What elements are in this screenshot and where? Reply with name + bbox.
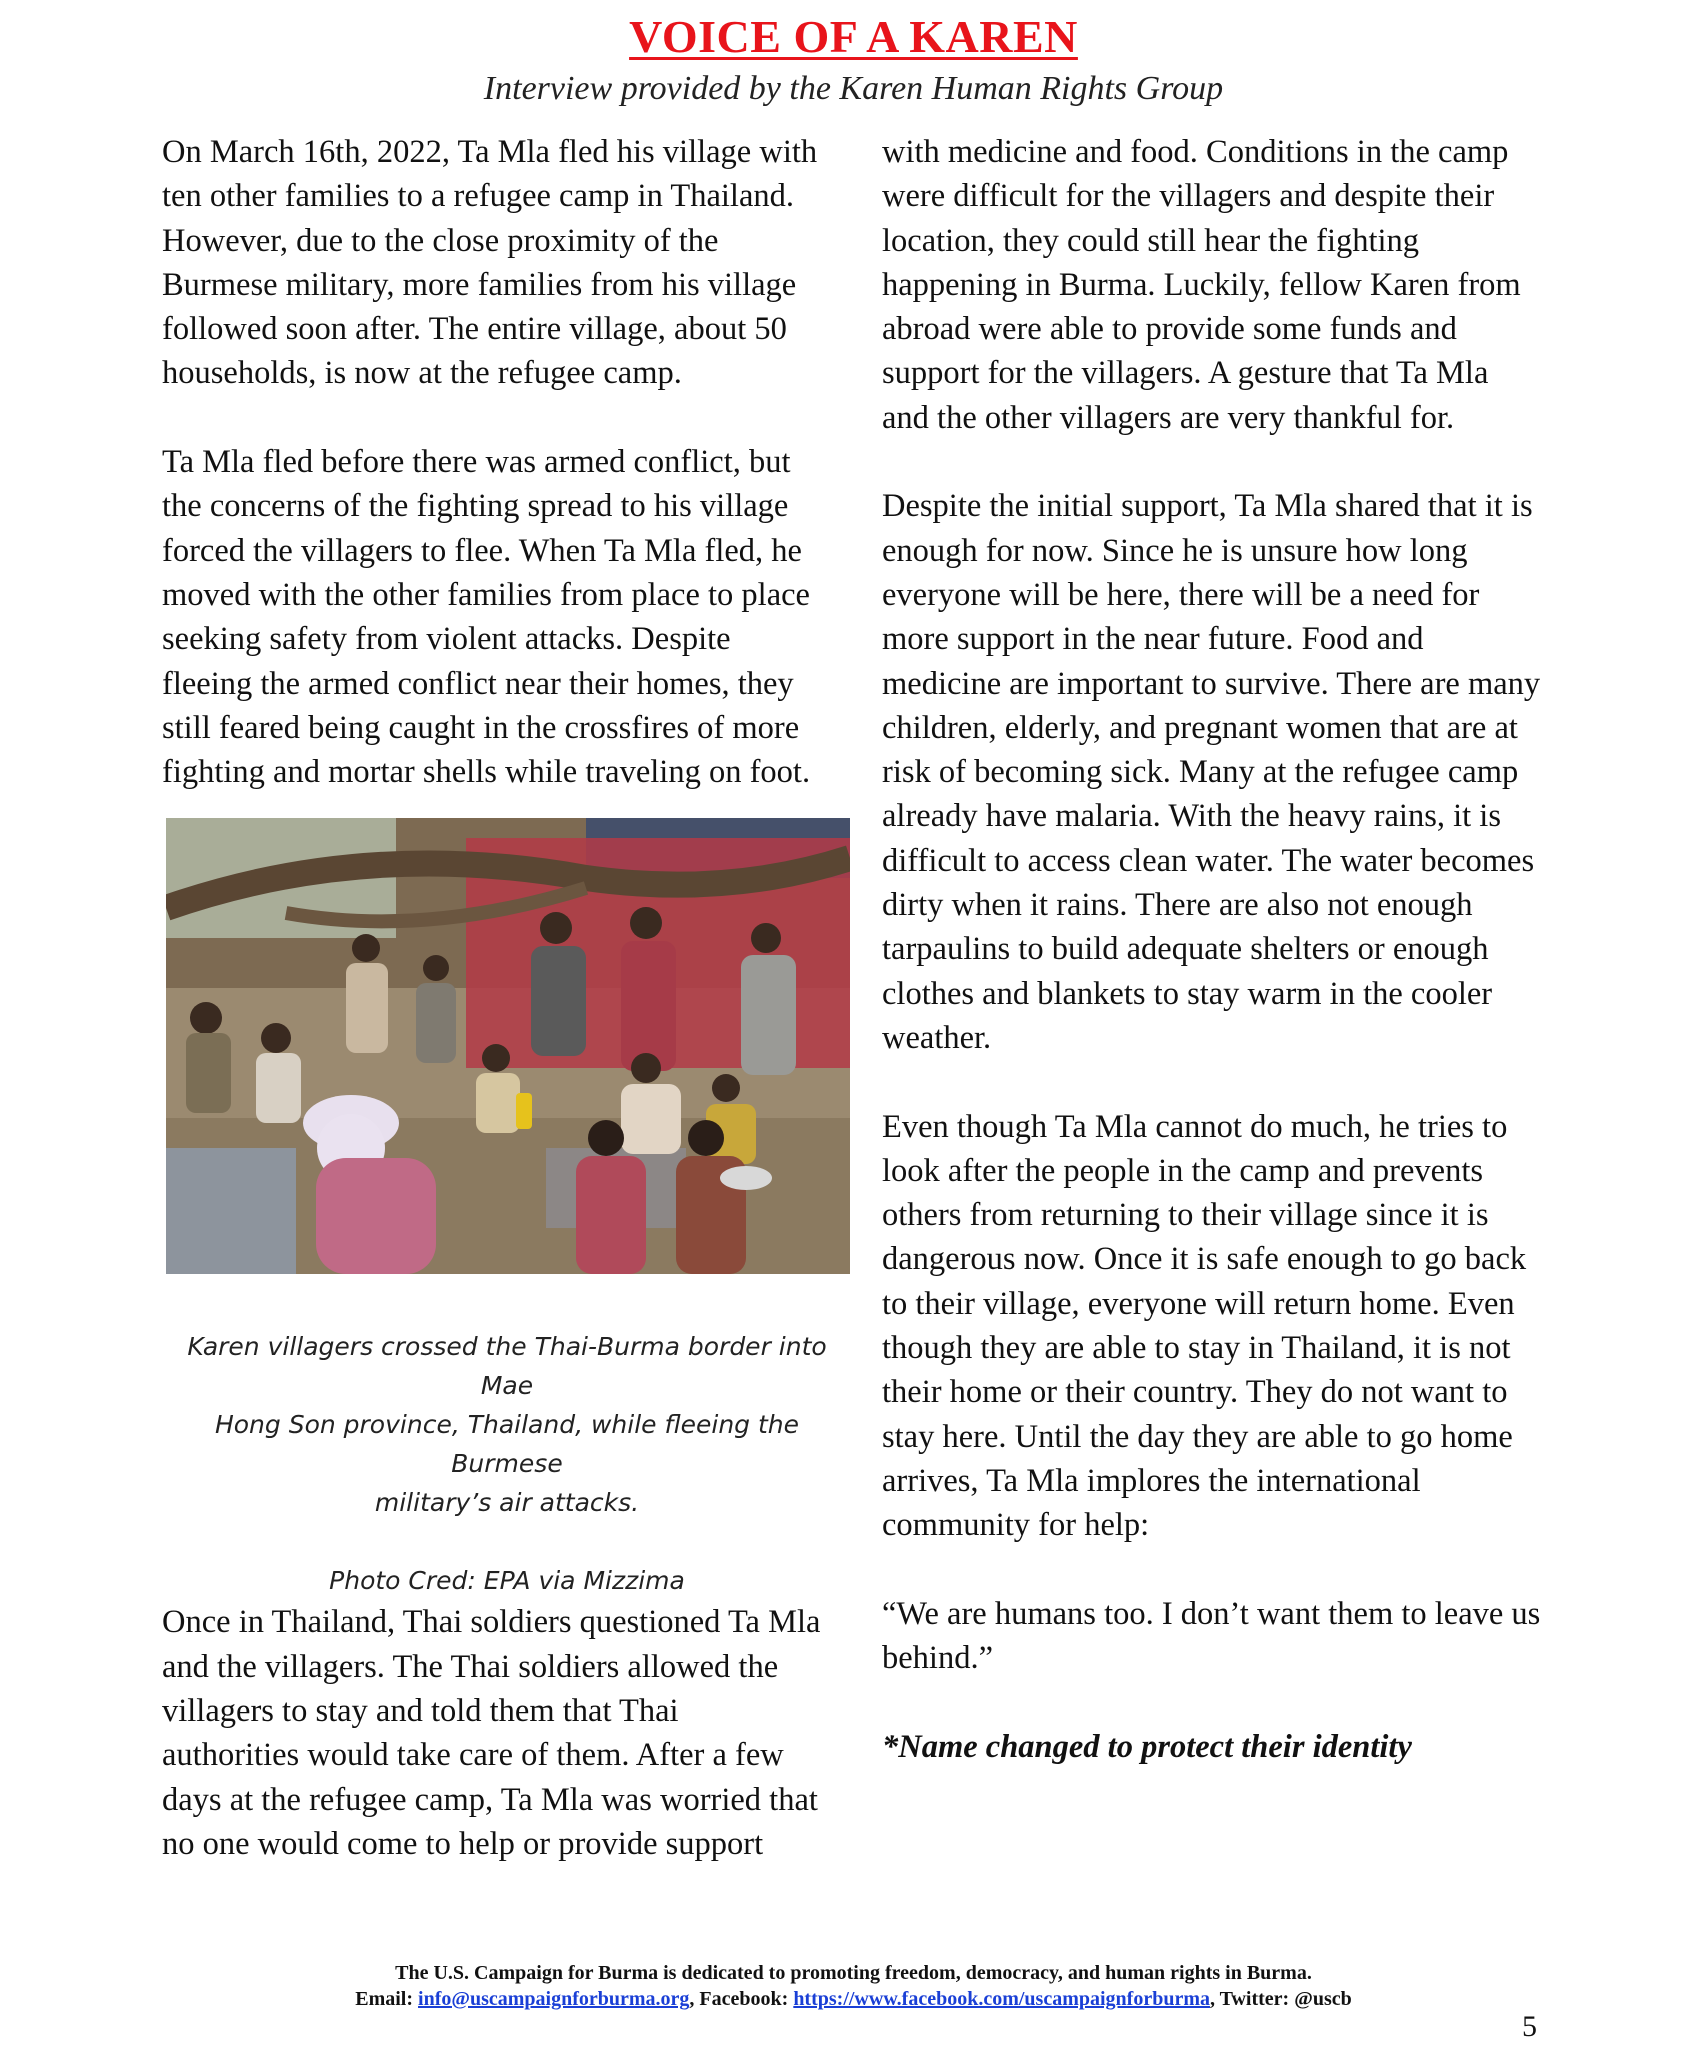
- twitter-label: , Twitter: @uscb: [1209, 1988, 1352, 2010]
- paragraph: Even though Ta Mla cannot do much, he tries to look after the people in the camp and prevents others from returning to their village since it is dangerous now. Once it is safe enough to go back to their village, everyone will return home. Even though they are able to stay in Thailand, it is not their home or their country. They do not want to stay here. Until the day they are able to go home arrives, Ta Mla implores the international community for help:: [882, 1108, 1527, 1544]
- right-column: [882, 130, 1572, 1813]
- left-column: [162, 130, 852, 1911]
- photo-credit: Photo Cred: EPA via Mizzima: [329, 1566, 685, 1596]
- paragraph: Once in Thailand, Thai soldiers questioned Ta Mla and the villagers. The Thai soldiers allowed the villagers to stay and told them that Thai authorities would take care of them. After a few days at the refugee camp, Ta Mla was worried that no one would come to help or provide support: [162, 1604, 821, 1862]
- caption-text: Karen villagers crossed the Thai-Burma border into Mae Hong Son province, Thailand, while fleeing the Burmese military’s air attacks.: [187, 1332, 827, 1518]
- article-subtitle: Interview provided by the Karen Human Rights Group: [483, 70, 1224, 107]
- paragraph: On March 16th, 2022, Ta Mla fled his village with ten other families to a refugee camp in Thailand. However, due to the close proximity of the Burmese military, more families from his village followed soon after. The entire village, about 50 households, is now at the refugee camp.: [162, 134, 818, 392]
- footer-mission: The U.S. Campaign for Burma is dedicated to promoting freedom, democracy, and human rights in Burma.: [395, 1962, 1312, 1984]
- facebook-label: , Facebook:: [689, 1988, 794, 2010]
- quote: “We are humans too. I don’t want them to leave us behind.”: [882, 1595, 1541, 1677]
- refugee-camp-photo: [166, 818, 850, 1274]
- paragraph: Ta Mla fled before there was armed conflict, but the concerns of the fighting spread to his village forced the villagers to flee. When Ta Mla fled, he moved with the other families from place to place seeking safety from violent attacks. Despite fleeing the armed conflict near their homes, they still feared being caught in the crossfires of more fighting and mortar shells while traveling on foot.: [162, 444, 811, 791]
- facebook-link[interactable]: https://www.facebook.com/uscampaignforburma: [793, 1988, 1210, 2010]
- page-number: 5: [1522, 2010, 1537, 2043]
- paragraph: Despite the initial support, Ta Mla shared that it is enough for now. Since he is unsure how long everyone will be here, there will be a need for more support in the near future. Food and medicine are important to survive. There are many children, elderly, and pregnant women that are at risk of becoming sick. Many at the refugee camp already have malaria. With the heavy rains, it is difficult to access clean water. The water becomes dirty when it rains. There are also not enough tarpaulins to build adequate shelters or enough clothes and blankets to stay warm in the cooler weather.: [882, 488, 1541, 1056]
- paragraph: with medicine and food. Conditions in the camp were difficult for the villagers and despite their location, they could still hear the fighting happening in Burma. Luckily, fellow Karen from abroad were able to provide some funds and support for the villagers. A gesture that Ta Mla and the other villagers are very thankful for.: [882, 134, 1521, 436]
- email-label: Email:: [355, 1988, 419, 2010]
- footer-contacts: [0, 1986, 1707, 2012]
- email-link[interactable]: info@uscampaignforburma.org: [418, 1988, 690, 2010]
- identity-note: *Name changed to protect their identity: [882, 1728, 1412, 1765]
- footer: [0, 1960, 1707, 2012]
- photo-caption: [162, 1288, 852, 1600]
- article-title: VOICE OF A KAREN: [629, 11, 1078, 62]
